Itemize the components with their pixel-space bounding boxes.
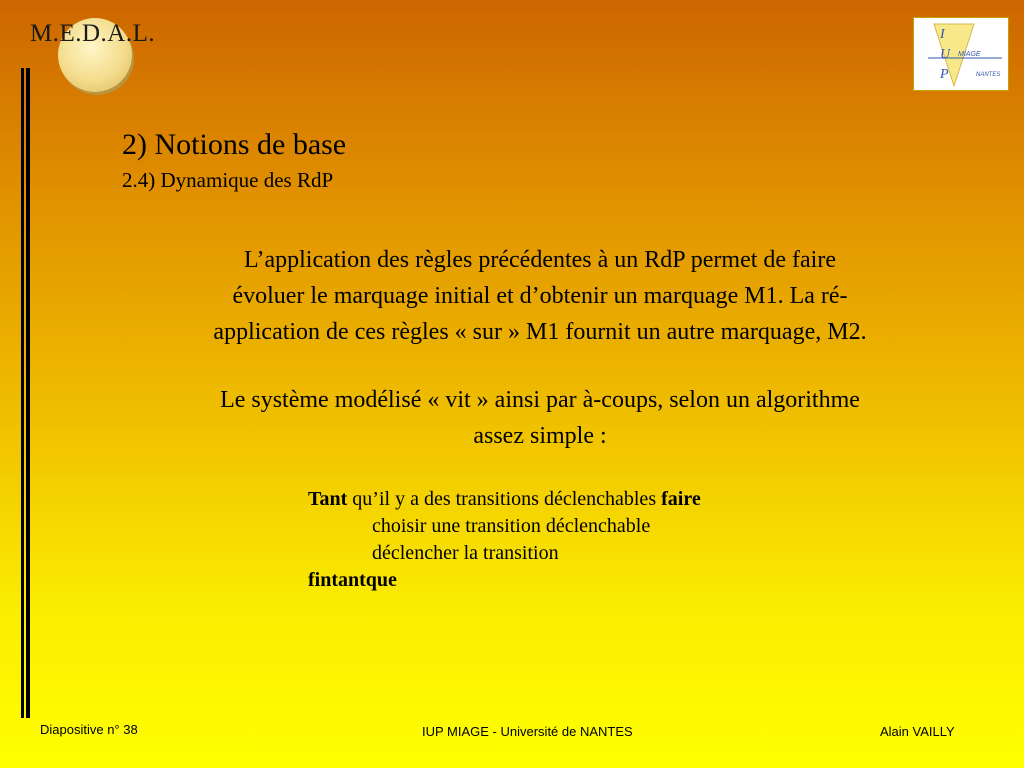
left-vertical-rule bbox=[21, 68, 24, 718]
logo-graphic bbox=[914, 18, 1008, 90]
paragraph-2-line: assez simple : bbox=[473, 423, 607, 449]
slide-title: 2) Notions de base bbox=[122, 128, 347, 161]
algorithm-step-1: choisir une transition déclenchable bbox=[372, 515, 651, 537]
paragraph-1-line: application de ces règles « sur » M1 fournit un autre marquage, M2. bbox=[213, 319, 867, 345]
iup-miage-logo bbox=[913, 17, 1009, 91]
footer-author: Alain VAILLY bbox=[880, 724, 955, 739]
paragraph-2-line: Le système modélisé « vit » ainsi par à-coups, selon un algorithme bbox=[220, 387, 860, 413]
algorithm-end-line bbox=[308, 567, 701, 594]
keyword-tant: Tant bbox=[308, 488, 348, 510]
logo-letter-i: I bbox=[940, 27, 945, 42]
left-vertical-rule-thick bbox=[26, 68, 30, 718]
logo-word-miage: MIAGE bbox=[958, 51, 981, 58]
keyword-fintantque: fintantque bbox=[308, 569, 397, 591]
algorithm-step-2: déclencher la transition bbox=[372, 542, 559, 564]
brand-title: M.E.D.A.L. bbox=[30, 20, 156, 47]
keyword-faire: faire bbox=[661, 488, 701, 510]
paragraph-1-line: L’application des règles précédentes à un RdP permet de faire bbox=[244, 247, 836, 273]
logo-word-nantes: NANTES bbox=[976, 72, 1001, 78]
logo-letter-p: P bbox=[940, 67, 949, 82]
paragraph-1-line: évoluer le marquage initial et d’obtenir un marquage M1. La ré- bbox=[232, 283, 848, 309]
footer-institution: IUP MIAGE - Université de NANTES bbox=[422, 724, 633, 739]
paragraph-2 bbox=[130, 382, 950, 454]
paragraph-1 bbox=[130, 242, 950, 350]
logo-letter-u: U bbox=[940, 47, 951, 62]
algorithm-while-line bbox=[308, 486, 701, 513]
while-condition: qu’il y a des transitions déclenchables bbox=[347, 488, 662, 510]
algorithm-block bbox=[308, 486, 701, 594]
slide-subtitle: 2.4) Dynamique des RdP bbox=[122, 168, 334, 192]
footer-slide-number: Diapositive n° 38 bbox=[40, 722, 138, 737]
